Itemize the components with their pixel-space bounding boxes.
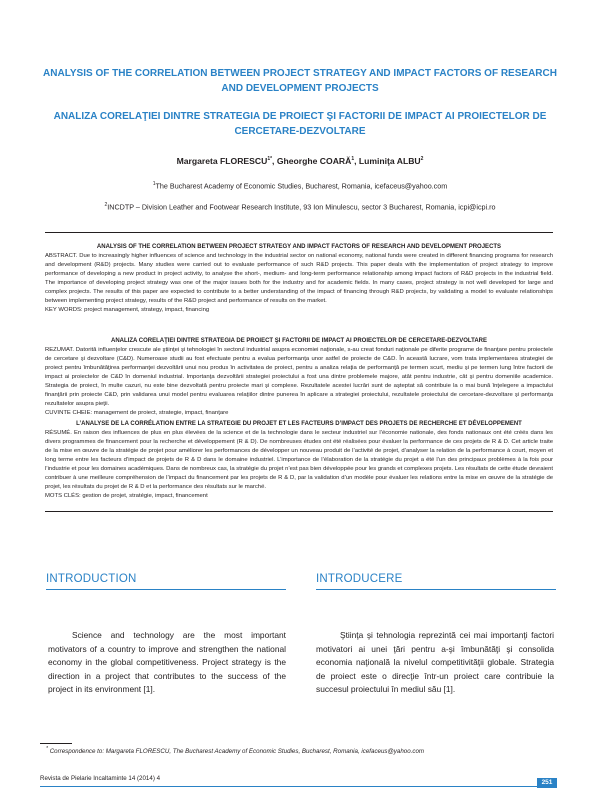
- abstract-text: RÉSUMÉ. En raison des influences de plus en plus élevées de la science et de la technologie dans le secteur industriel sur l’économie nationale, des fonds nationaux ont été créés dans les divers programmes de financement pour la recherche et développement (R & D). De nombreuses études ont été réalisées pour évaluer la performance de ces projets de R & D. Cet article traite de la mise en œuvre de la stratégie de projet pour améliorer les performances de développer un nouveau produit de l’activité de projet, d’analyser la relation de la performance à court, moyen et long terme entre les facteurs d’impact de projets de R & D dans le domaine industriel. L’importance de l’élaboration de la stratégie du projet a été l’un des principaux problèmes à la fois pour l’industrie et pour les domaines académiques. Dans de nombreux cas, la stratégie du projet n’est pas bien développée pour les grands et complexes projets. Les résultats de cette étude devraient contribuer à une meilleure compréhension de l’impact du financement par les projets de R & D, par la validation d’un modèle pour évaluer les relations entre la mise en œuvre de la stratégie de projet, les résultats du projet de R & D et la performance des résultats sur le marché.: [45, 430, 553, 490]
- abstract-heading: ANALYSIS OF THE CORRELATION BETWEEN PROJECT STRATEGY AND IMPACT FACTORS OF RESEARCH AND DEVELOPMENT PROJECTS: [96, 244, 502, 250]
- paper-title-english: ANALYSIS OF THE CORRELATION BETWEEN PROJECT STRATEGY AND IMPACT FACTORS OF RESEARCH AND DEVELOPMENT PROJECTS: [43, 68, 557, 94]
- abstract-text: REZUMAT. Datorită influenţelor crescute ale ştiinţei şi tehnologiei în sectorul industrial asupra economiei naţionale, s-au creat fonduri naţionale pe diferite programe de finanţare pentru proiectele de cercetare şi dezvoltare (C&D). Numeroase studii au fost efectuate pentru a evalua performanţa unor astfel de proiecte de C&D. În această lucrare, vom trata implementarea strategiei de proiect pentru îmbunătăţirea performanţei dezvoltării unui nou produs în activitatea de proiect, pentru a analiza relaţia de performanţă pe termen scurt, mediu şi pe termen lung între factorii de impact ai proiectelor de C&D în domeniul industrial. Importanţa dezvoltării strategiei proiectului a fost una dintre problemele majore, atât pentru industrie, cât şi pentru domeniile academice. Strategia de proiect, în multe cazuri, nu este bine dezvoltată pentru proiecte mari şi complexe. Rezultatele acestei lucrări sunt de aşteptat să contribuie la o mai bună înţelegere a impactului finanţării prin proiecte C&D, prin validarea unui model pentru evaluarea relaţiilor dintre punerea în aplicare a strategiei proiectului, rezultatele proiectului de cercetare-dezvoltare şi performanţa rezultatelor asupra pieţii.: [45, 347, 553, 407]
- paper-title-romanian: ANALIZA CORELAŢIEI DINTRE STRATEGIA DE PROIECT ŞI FACTORII DE IMPACT AI PROIECTELOR DE CERCETARE-DEZVOLTARE: [53, 111, 547, 137]
- abstract-english: [45, 243, 553, 315]
- section-rule: [46, 589, 286, 590]
- footnote-text: Correspondence to: Margareta FLORESCU, The Bucharest Academy of Economic Studies, Bucharest, Romania, icefaceus@yahoo.com: [49, 748, 425, 756]
- affiliation-superscript: 1: [152, 181, 156, 187]
- abstract-romanian: [45, 337, 553, 418]
- divider: [45, 232, 553, 233]
- section-heading-introducere: INTRODUCERE: [316, 573, 403, 585]
- affiliation-text: The Bucharest Academy of Economic Studies, Bucharest, Romania, icefaceus@yahoo.com: [155, 181, 448, 191]
- section-heading-introduction: INTRODUCTION: [46, 573, 137, 585]
- author-name: Gheorghe COARĂ: [276, 156, 352, 166]
- keywords: KEY WORDS: project management, strategy, impact, financing: [45, 307, 210, 313]
- author-list: Margareta $FLORESCU^{1*}$, Gheorghe COARĂ$^1$, Luminiţa ALBU$^2$: [176, 156, 424, 166]
- affiliation: [40, 181, 560, 190]
- author-name: Margareta FLORESCU: [176, 156, 268, 166]
- affiliation-superscript: 2: [104, 202, 108, 208]
- body-text-romanian: Ştiinţa şi tehnologia reprezintă cei mai importanţi factori motivatori ai unei ţări pentru a-şi îmbunătăţi şi consolida economia naţională la nivelul competitivităţii globale. Strategia de proiect este o direcţie într-un proiect care contribuie la succesul proiectului în mediul său [1].: [316, 630, 554, 694]
- journal-citation: Revista de Pielarie Incaltaminte 14 (2014) 4: [40, 775, 161, 782]
- footnote-rule: [40, 743, 72, 744]
- correspondence-footnote: [46, 746, 424, 755]
- author-superscript: 1: [351, 156, 355, 163]
- affiliation: [40, 202, 560, 211]
- footer-rule: [40, 786, 548, 787]
- abstract-french: [45, 420, 553, 501]
- author-superscript: 1*: [267, 156, 273, 163]
- author-name: Luminiţa ALBU: [358, 156, 421, 166]
- keywords: CUVINTE CHEIE: management de proiect, strategie, impact, finanţare: [45, 410, 229, 416]
- keywords: MOTS CLÉS: gestion de projet, stratégie, impact, financement: [45, 493, 208, 499]
- footnote-marker: *: [46, 746, 48, 752]
- divider: [45, 511, 553, 512]
- abstract-text: ABSTRACT. Due to increasingly higher influences of science and technology in the industrial sector on national economy, national funds were created in different financing programs for research and development (R&D) projects. Many studies were carried out to evaluate performance of such R&D projects. This paper deals with the implementation of project strategy to improve performance of developing a new product in project activity, to analyse the short-, medium- and long-term performance relationship among impact factors of R&D projects in the industrial field. The importance of developing project strategy was one of the major issues both for the industry and for academic fields. In many cases, project strategy is not well developed for large and complex projects. The results of this paper are expected to contribute to a better understanding of the impact of financing through R&D projects, by validating a model to evaluate relationships between implementing project strategy, results of the R&D project and performance of results on the market.: [45, 253, 553, 304]
- affiliation-text: INCDTP – Division Leather and Footwear Research Institute, 93 Ion Minulescu, sector 3 Bucharest, Romania, icpi@icpi.ro: [107, 202, 496, 212]
- abstract-heading: ANALIZA CORELAŢIEI DINTRE STRATEGIA DE PROIECT ŞI FACTORII DE IMPACT AI PROIECTELOR DE CERCETARE-DEZVOLTARE: [110, 338, 487, 344]
- page-number: 251: [537, 778, 557, 788]
- abstract-heading: L’ANALYSE DE LA CORRÉLATION ENTRE LA STRATEGIE DU PROJET ET LES FACTEURS D’IMPACT DES PROJETS DE RECHERCHE ET DÉVELOPPEMENT: [76, 421, 522, 427]
- body-text-english: Science and technology are the most important motivators of a country to improve and strengthen the national economy in the global competitiveness. Project strategy is the direction in a project that contributes to the success of the project in its environment [1].: [48, 630, 286, 694]
- section-rule: [316, 589, 556, 590]
- author-superscript: 2: [420, 156, 424, 163]
